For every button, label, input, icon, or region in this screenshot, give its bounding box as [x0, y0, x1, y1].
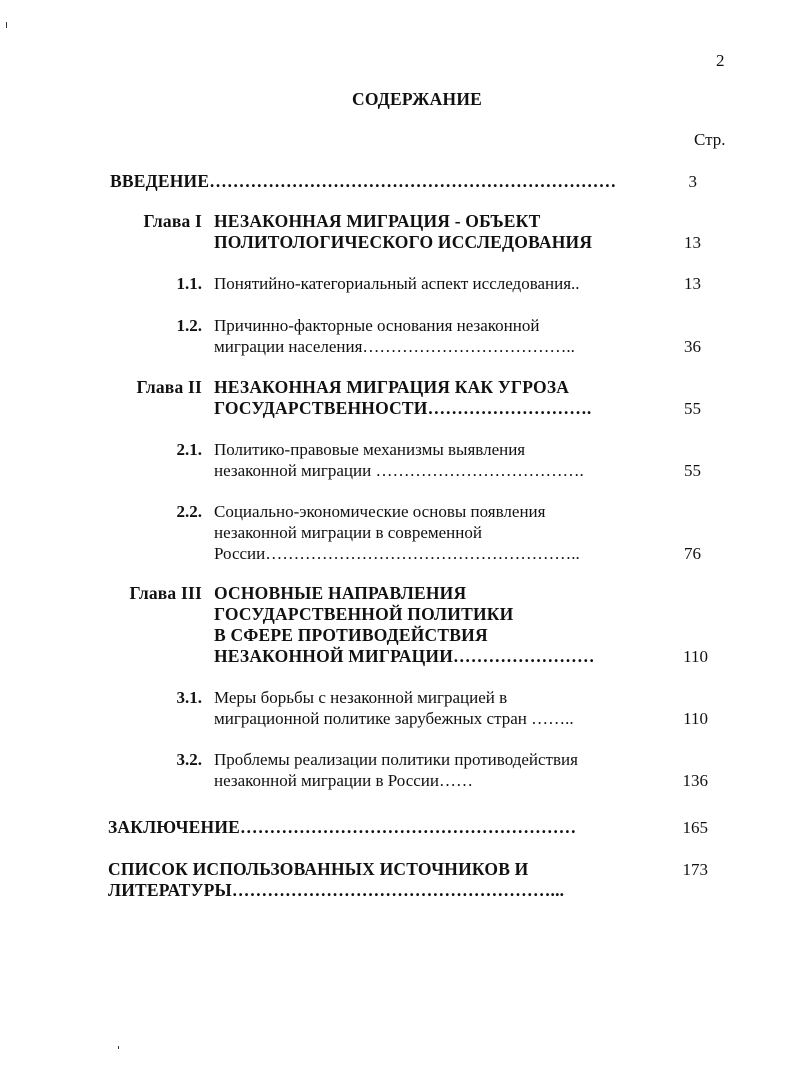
chapter-title-line: ГОСУДАРСТВЕННОЙ ПОЛИТИКИ — [214, 604, 514, 624]
chapter-title-line: В СФЕРЕ ПРОТИВОДЕЙСТВИЯ — [214, 625, 488, 645]
chapter-title-line: ПОЛИТОЛОГИЧЕСКОГО ИССЛЕДОВАНИЯ — [214, 232, 593, 252]
section-title-line: незаконной миграции в России…… — [214, 771, 473, 790]
section-title-line: России……………………………………………….. — [214, 544, 580, 563]
section-number: 1.1. — [176, 274, 202, 293]
section-number: 3.2. — [176, 750, 202, 769]
section-number: 2.2. — [176, 502, 202, 521]
section-number: 3.1. — [176, 688, 202, 707]
toc-intro: ВВЕДЕНИЕ…………………………………………………………… — [110, 171, 617, 191]
toc-conclusion: ЗАКЛЮЧЕНИЕ………………………………………………… — [108, 817, 577, 837]
section-title-line: Политико-правовые механизмы выявления — [214, 440, 526, 459]
chapter-page: 110 — [683, 647, 708, 666]
section-title-line: миграции населения……………………………….. — [214, 337, 575, 356]
section-title-line: миграционной политике зарубежных стран …….. — [214, 709, 574, 728]
toc-title: СОДЕРЖАНИЕ — [352, 89, 483, 109]
toc-conclusion-page: 165 — [682, 818, 708, 837]
section-page: 36 — [684, 337, 701, 356]
chapter-label: Глава II — [136, 377, 202, 397]
section-title-line: Причинно-факторные основания незаконной — [214, 316, 540, 335]
chapter-label: Глава III — [129, 583, 202, 603]
chapter-page: 13 — [684, 233, 701, 252]
chapter-title-line: ОСНОВНЫЕ НАПРАВЛЕНИЯ — [214, 583, 467, 603]
chapter-title-line: ГОСУДАРСТВЕННОСТИ………………………. — [214, 398, 592, 418]
section-page: 136 — [682, 771, 708, 790]
section-title-line: незаконной миграции ………………………………. — [214, 461, 584, 480]
pages-column-header: Стр. — [694, 130, 726, 149]
section-page: 55 — [684, 461, 701, 480]
chapter-title-line: НЕЗАКОННОЙ МИГРАЦИИ…………………… — [214, 646, 595, 666]
toc-references-line: ЛИТЕРАТУРЫ………………………………………………... — [108, 880, 565, 900]
section-title-line: Проблемы реализации политики противодействия — [214, 750, 578, 769]
scan-speck — [6, 22, 7, 28]
chapter-title-line: НЕЗАКОННАЯ МИГРАЦИЯ КАК УГРОЗА — [214, 377, 570, 397]
section-page: 13 — [684, 274, 701, 293]
section-title-line: Понятийно-категориальный аспект исследования.. — [214, 274, 580, 293]
page-number: 2 — [716, 51, 725, 70]
section-title-line: незаконной миграции в современной — [214, 523, 482, 542]
section-number: 1.2. — [176, 316, 202, 335]
section-page: 110 — [683, 709, 708, 728]
toc-references-line: СПИСОК ИСПОЛЬЗОВАННЫХ ИСТОЧНИКОВ И — [108, 859, 529, 879]
section-page: 76 — [684, 544, 701, 563]
section-title-line: Социально-экономические основы появления — [214, 502, 546, 521]
chapter-page: 55 — [684, 399, 701, 418]
section-number: 2.1. — [176, 440, 202, 459]
toc-references-page: 173 — [682, 860, 708, 879]
scan-speck — [118, 1046, 119, 1049]
section-title-line: Меры борьбы с незаконной миграцией в — [214, 688, 508, 707]
toc-intro-page: 3 — [688, 172, 697, 191]
chapter-title-line: НЕЗАКОННАЯ МИГРАЦИЯ - ОБЪЕКТ — [214, 211, 541, 231]
chapter-label: Глава I — [143, 211, 202, 231]
